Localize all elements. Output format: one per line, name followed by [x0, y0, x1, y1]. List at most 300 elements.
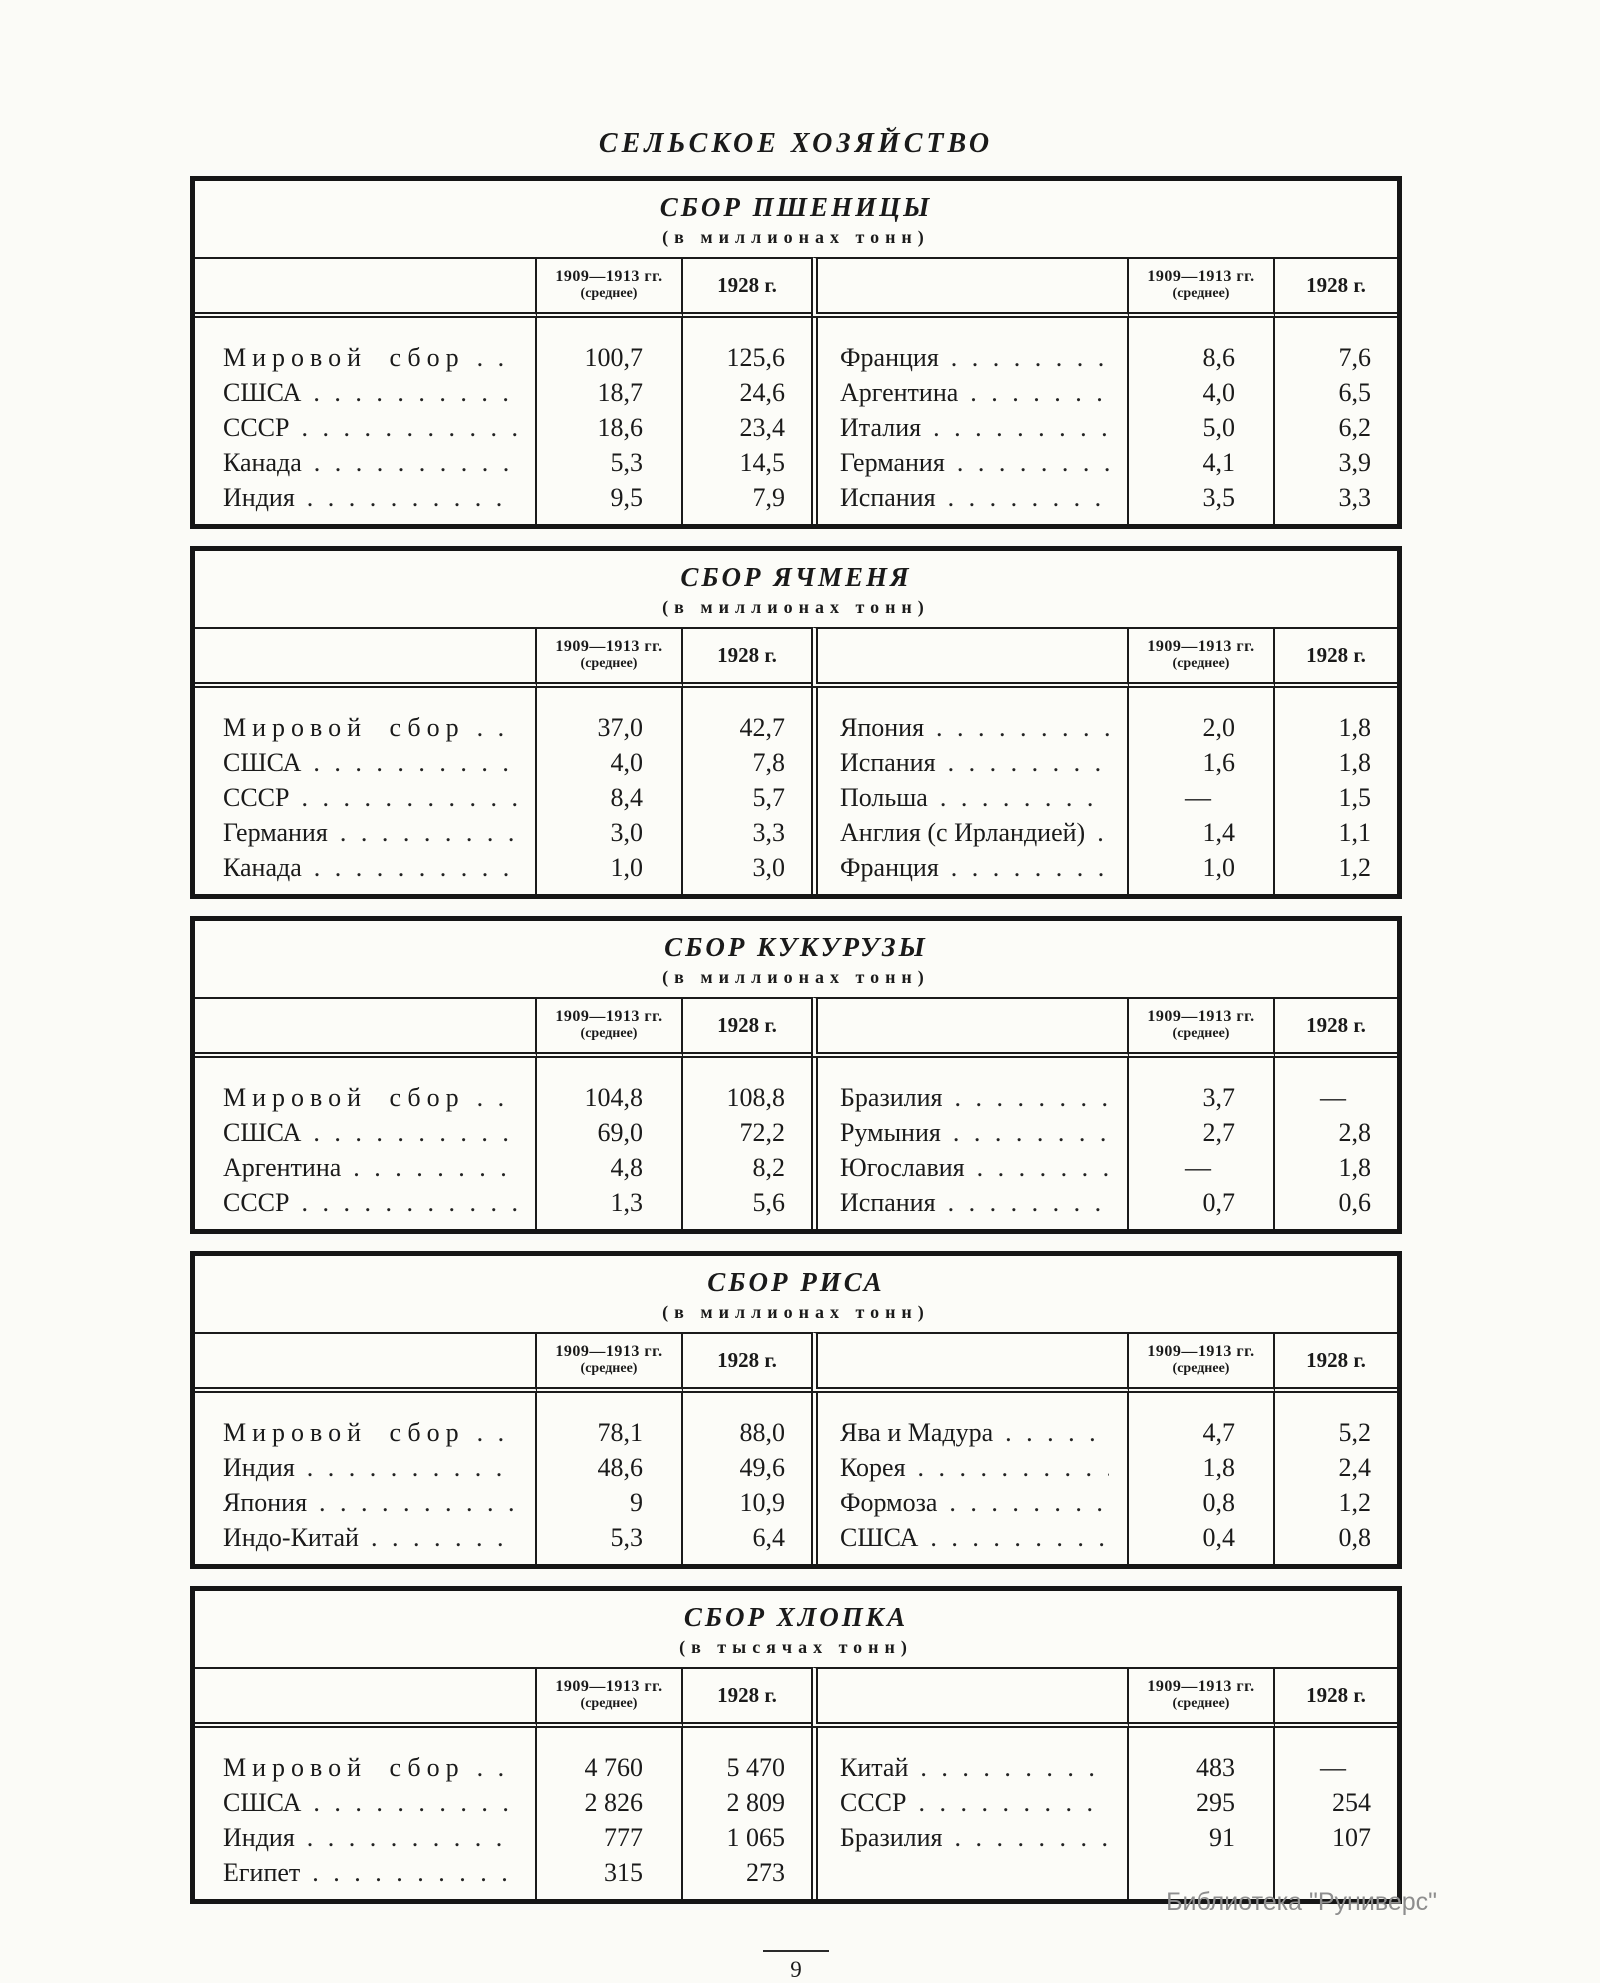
value-1928: 254 [1332, 1788, 1371, 1817]
value-1909-1913: 4,0 [537, 745, 683, 780]
dot-leader [340, 815, 517, 850]
value-1909-1913: 8,4 [537, 780, 683, 815]
country-name: Франция [840, 343, 939, 372]
country-name: Формоза [840, 1488, 938, 1517]
row-label [811, 1485, 1129, 1520]
col-year: 1928 г. [683, 627, 811, 688]
table-subtitle: (в миллионах тонн) [662, 597, 930, 617]
country-name: Германия [223, 818, 328, 847]
row-label [811, 1728, 1129, 1785]
country-name: Испания [840, 748, 936, 777]
dot-leader [955, 1080, 1109, 1115]
tables-container [190, 176, 1402, 1904]
dot-leader [477, 1750, 517, 1785]
dot-leader [970, 375, 1109, 410]
row-label [195, 1115, 537, 1150]
row-label [195, 745, 537, 780]
table-row [195, 1728, 1397, 1785]
table-grid [195, 257, 1397, 524]
value-1909-1913: 4,8 [537, 1150, 683, 1185]
col-period [537, 997, 683, 1058]
dot-leader [313, 745, 517, 780]
col-period-line1: 1909—1913 гг. [1147, 1343, 1255, 1360]
value-1909-1913: 3,0 [537, 815, 683, 850]
table-title: СБОР ЯЧМЕНЯ [680, 562, 912, 592]
country-name: Румыния [840, 1118, 941, 1147]
row-label [811, 1520, 1129, 1564]
country-name: СССР [223, 783, 290, 812]
country-name: Франция [840, 853, 939, 882]
country-name: Испания [840, 483, 936, 512]
country-name: СШСА [223, 378, 302, 407]
value-1909-1913: 37,0 [537, 688, 683, 745]
row-label [195, 1150, 537, 1185]
value-1928: 5,6 [752, 1188, 785, 1217]
value-1928: 125,6 [726, 343, 785, 372]
header-empty-cell [195, 1332, 537, 1393]
value-1928: 6,2 [1338, 413, 1371, 442]
table-title: СБОР РИСА [707, 1267, 885, 1297]
country-name: Германия [840, 448, 945, 477]
col-year: 1928 г. [683, 1667, 811, 1728]
country-name: СССР [223, 1188, 290, 1217]
value-1928: 2,8 [1338, 1118, 1371, 1147]
value-1909-1913: 104,8 [537, 1058, 683, 1115]
country-name: Индия [223, 483, 295, 512]
value-1928: 5,2 [1338, 1418, 1371, 1447]
col-period-line1: 1909—1913 гг. [1147, 1008, 1255, 1025]
value-1928: 0,8 [1338, 1523, 1371, 1552]
col-period [537, 1667, 683, 1728]
dot-leader [953, 1115, 1109, 1150]
value-1909-1913: 3,7 [1129, 1058, 1275, 1115]
col-period-line2: (среднее) [580, 1696, 638, 1711]
page-title: СЕЛЬСКОЕ ХОЗЯЙСТВО [598, 128, 994, 159]
row-label [811, 445, 1129, 480]
value-1909-1913: 1,4 [1129, 815, 1275, 850]
value-1928: 5,7 [752, 783, 785, 812]
dot-leader [307, 480, 517, 515]
page-footer [190, 1950, 1402, 1983]
dot-leader [307, 1450, 517, 1485]
value-1928: — [1320, 1083, 1346, 1112]
row-label [195, 1393, 537, 1450]
value-1909-1913: 2,0 [1129, 688, 1275, 745]
value-1928: 7,8 [752, 748, 785, 777]
value-1909-1913: 100,7 [537, 318, 683, 375]
col-period-line1: 1909—1913 гг. [555, 1343, 663, 1360]
country-name: СССР [223, 413, 290, 442]
value-1909-1913: 4 760 [537, 1728, 683, 1785]
row-label [195, 815, 537, 850]
row-label [811, 1150, 1129, 1185]
table-row [195, 1785, 1397, 1820]
row-label [811, 1115, 1129, 1150]
header-row [195, 1332, 1397, 1393]
table-body [195, 1058, 1397, 1229]
col-period-line1: 1909—1913 гг. [555, 638, 663, 655]
dot-leader [302, 1185, 518, 1220]
table-row [195, 1393, 1397, 1450]
dot-leader [951, 340, 1109, 375]
dot-leader [920, 1750, 1109, 1785]
row-label [195, 480, 537, 524]
dot-leader [314, 850, 517, 885]
table-subtitle: (в миллионах тонн) [662, 227, 930, 247]
col-period-line2: (среднее) [580, 656, 638, 671]
value-1909-1913: 18,6 [537, 410, 683, 445]
country-name: Мировой сбор [223, 343, 465, 372]
row-label [811, 1855, 1129, 1899]
country-name: Китай [840, 1753, 909, 1782]
header-row [195, 997, 1397, 1058]
dot-leader [957, 445, 1109, 480]
country-name: Аргентина [840, 378, 959, 407]
table-title: СБОР КУКУРУЗЫ [664, 932, 928, 962]
table-row [195, 815, 1397, 850]
value-1909-1913: 4,1 [1129, 445, 1275, 480]
country-name: Канада [223, 448, 302, 477]
header-empty-cell [811, 1332, 1129, 1393]
row-label [811, 1785, 1129, 1820]
col-period [537, 627, 683, 688]
value-1909-1913: 2 826 [537, 1785, 683, 1820]
col-year: 1928 г. [1275, 1332, 1397, 1393]
header-row [195, 1667, 1397, 1728]
value-1909-1913: 315 [537, 1855, 683, 1899]
dot-leader [302, 410, 518, 445]
value-1909-1913: 48,6 [537, 1450, 683, 1485]
value-1909-1913: 5,3 [537, 1520, 683, 1564]
table-body [195, 318, 1397, 524]
table-row [195, 1520, 1397, 1564]
dot-leader [1005, 1415, 1109, 1450]
value-1909-1913: 91 [1129, 1820, 1275, 1855]
col-period-line2: (среднее) [1172, 286, 1230, 301]
header-empty-cell [811, 627, 1129, 688]
country-name: Канада [223, 853, 302, 882]
dot-leader [313, 1115, 517, 1150]
dot-leader [313, 375, 517, 410]
row-label [811, 375, 1129, 410]
country-name: СШСА [223, 748, 302, 777]
country-name: Мировой сбор [223, 1753, 465, 1782]
row-label [811, 480, 1129, 524]
value-1909-1913: 9 [537, 1485, 683, 1520]
value-1928: 14,5 [739, 448, 785, 477]
value-1928: 1,2 [1338, 853, 1371, 882]
value-1928: 8,2 [752, 1153, 785, 1182]
dot-leader [949, 1485, 1109, 1520]
value-1928: 88,0 [739, 1418, 785, 1447]
dot-leader [353, 1150, 517, 1185]
value-1928: 1,8 [1338, 1153, 1371, 1182]
row-label [195, 688, 537, 745]
table-grid [195, 627, 1397, 894]
dot-leader [940, 780, 1109, 815]
value-1909-1913: 1,8 [1129, 1450, 1275, 1485]
header-empty-cell [195, 257, 537, 318]
table-row [195, 1450, 1397, 1485]
col-year: 1928 г. [1275, 257, 1397, 318]
table-row [195, 1150, 1397, 1185]
dot-leader [314, 445, 517, 480]
row-label [811, 780, 1129, 815]
value-1928: 23,4 [739, 413, 785, 442]
table-grid [195, 997, 1397, 1229]
table-grid [195, 1667, 1397, 1899]
dot-leader [312, 1855, 517, 1890]
dot-leader [919, 1785, 1110, 1820]
stat-table [190, 916, 1402, 1234]
table-row [195, 375, 1397, 410]
country-name: Япония [840, 713, 925, 742]
table-title: СБОР ПШЕНИЦЫ [659, 192, 933, 222]
row-label [811, 688, 1129, 745]
country-name: Югославия [840, 1153, 965, 1182]
country-name: Италия [840, 413, 922, 442]
value-1909-1913: 0,8 [1129, 1485, 1275, 1520]
value-1909-1913: — [1129, 1150, 1275, 1185]
col-period-line2: (среднее) [580, 1026, 638, 1041]
row-label [811, 815, 1129, 850]
stat-table [190, 176, 1402, 529]
row-label [811, 1450, 1129, 1485]
col-period [537, 257, 683, 318]
value-1909-1913: 1,0 [537, 850, 683, 894]
col-period [537, 1332, 683, 1393]
value-1928: — [1320, 1753, 1346, 1782]
col-period-line2: (среднее) [1172, 1696, 1230, 1711]
country-name: Мировой сбор [223, 713, 465, 742]
col-year: 1928 г. [683, 257, 811, 318]
col-period [1129, 627, 1275, 688]
value-1928: 72,2 [739, 1118, 785, 1147]
col-period [1129, 1332, 1275, 1393]
value-1909-1913: 3,5 [1129, 480, 1275, 524]
dot-leader [948, 1185, 1109, 1220]
table-row [195, 1185, 1397, 1229]
header-empty-cell [195, 997, 537, 1058]
col-period-line2: (среднее) [580, 1361, 638, 1376]
row-label [195, 1820, 537, 1855]
dot-leader [477, 710, 517, 745]
value-1928: 1,8 [1338, 748, 1371, 777]
row-label [195, 1185, 537, 1229]
col-period-line2: (среднее) [1172, 1361, 1230, 1376]
country-name: СШСА [223, 1118, 302, 1147]
value-1928: 0,6 [1338, 1188, 1371, 1217]
table-body [195, 1728, 1397, 1899]
col-period-line2: (среднее) [580, 286, 638, 301]
value-1909-1913: 295 [1129, 1785, 1275, 1820]
country-name: Мировой сбор [223, 1418, 465, 1447]
row-label [195, 318, 537, 375]
value-1909-1913: 9,5 [537, 480, 683, 524]
row-label [195, 1785, 537, 1820]
value-1909-1913: 5,0 [1129, 410, 1275, 445]
value-1909-1913: 1,0 [1129, 850, 1275, 894]
dot-leader [977, 1150, 1109, 1185]
row-label [195, 850, 537, 894]
value-1928: 2 809 [726, 1788, 785, 1817]
col-period [1129, 1667, 1275, 1728]
dot-leader [930, 1520, 1109, 1555]
country-name: СССР [840, 1788, 907, 1817]
page-number: 9 [790, 1957, 802, 1982]
table-row [195, 1058, 1397, 1115]
col-period [1129, 997, 1275, 1058]
value-1928: 108,8 [726, 1083, 785, 1112]
value-1928: 273 [746, 1858, 785, 1887]
value-1909-1913: 1,6 [1129, 745, 1275, 780]
value-1928: 1,5 [1338, 783, 1371, 812]
page-number-rule [763, 1950, 829, 1952]
row-label [811, 850, 1129, 894]
dot-leader [477, 340, 517, 375]
value-1928: 5 470 [726, 1753, 785, 1782]
value-1928: 3,3 [752, 818, 785, 847]
row-label [811, 1820, 1129, 1855]
country-name: Ява и Мадура [840, 1418, 994, 1447]
row-label [811, 1185, 1129, 1229]
header-empty-cell [195, 1667, 537, 1728]
value-1909-1913: 8,6 [1129, 318, 1275, 375]
value-1909-1913: 1,3 [537, 1185, 683, 1229]
watermark: Библиотека "Руниверс" [1166, 1888, 1437, 1916]
dot-leader [371, 1520, 517, 1555]
row-label [811, 745, 1129, 780]
value-1928: 42,7 [739, 713, 785, 742]
value-1928: 6,4 [752, 1523, 785, 1552]
country-name: Аргентина [223, 1153, 342, 1182]
value-1909-1913: 18,7 [537, 375, 683, 410]
dot-leader [477, 1080, 517, 1115]
row-label [811, 410, 1129, 445]
header-empty-cell [811, 257, 1129, 318]
value-1909-1913: 777 [537, 1820, 683, 1855]
row-label [195, 445, 537, 480]
dot-leader [319, 1485, 517, 1520]
value-1928: 107 [1332, 1823, 1371, 1852]
country-name: Бразилия [840, 1823, 943, 1852]
table-subtitle: (в тысячах тонн) [679, 1637, 913, 1657]
table-body [195, 688, 1397, 894]
dot-leader [918, 1450, 1109, 1485]
col-period-line1: 1909—1913 гг. [1147, 638, 1255, 655]
value-1928: 1 065 [726, 1823, 785, 1852]
country-name: Бразилия [840, 1083, 943, 1112]
value-1928: 24,6 [739, 378, 785, 407]
document-page [190, 0, 1402, 1983]
dot-leader [948, 745, 1109, 780]
col-period-line1: 1909—1913 гг. [555, 268, 663, 285]
row-label [195, 1485, 537, 1520]
col-year: 1928 г. [1275, 997, 1397, 1058]
table-row [195, 445, 1397, 480]
row-label [811, 1058, 1129, 1115]
stat-table [190, 1586, 1402, 1904]
col-year: 1928 г. [1275, 627, 1397, 688]
value-1928: 2,4 [1338, 1453, 1371, 1482]
dot-leader [948, 480, 1109, 515]
value-1928: 49,6 [739, 1453, 785, 1482]
country-name: Египет [223, 1858, 301, 1887]
country-name: Мировой сбор [223, 1083, 465, 1112]
value-1928: 6,5 [1338, 378, 1371, 407]
header-row [195, 257, 1397, 318]
country-name: Индия [223, 1453, 295, 1482]
value-1909-1913: 78,1 [537, 1393, 683, 1450]
table-row [195, 745, 1397, 780]
value-1909-1913: 4,7 [1129, 1393, 1275, 1450]
row-label [195, 1450, 537, 1485]
dot-leader [955, 1820, 1109, 1855]
row-label [195, 1520, 537, 1564]
table-row [195, 1115, 1397, 1150]
table-row [195, 480, 1397, 524]
col-period-line1: 1909—1913 гг. [1147, 268, 1255, 285]
dot-leader [307, 1820, 517, 1855]
col-period-line1: 1909—1913 гг. [1147, 1678, 1255, 1695]
dot-leader [936, 710, 1109, 745]
value-1909-1913: 0,7 [1129, 1185, 1275, 1229]
table-row [195, 780, 1397, 815]
table-row [195, 1485, 1397, 1520]
header-empty-cell [195, 627, 537, 688]
table-grid [195, 1332, 1397, 1564]
header-row [195, 627, 1397, 688]
col-year: 1928 г. [683, 997, 811, 1058]
row-label [811, 1393, 1129, 1450]
country-name: Индия [223, 1823, 295, 1852]
value-1909-1913: 483 [1129, 1728, 1275, 1785]
value-1909-1913: 4,0 [1129, 375, 1275, 410]
dot-leader [313, 1785, 517, 1820]
table-body [195, 1393, 1397, 1564]
country-name: Англия (с Ирландией) [840, 818, 1086, 847]
stat-table [190, 1251, 1402, 1569]
value-1928: 1,1 [1338, 818, 1371, 847]
dot-leader [933, 410, 1109, 445]
value-1928: 1,2 [1338, 1488, 1371, 1517]
table-row [195, 850, 1397, 894]
country-name: Корея [840, 1453, 906, 1482]
value-1909-1913: 0,4 [1129, 1520, 1275, 1564]
table-subtitle: (в миллионах тонн) [662, 1302, 930, 1322]
dot-leader [1097, 815, 1109, 850]
row-label [195, 1728, 537, 1785]
col-period-line2: (среднее) [1172, 1026, 1230, 1041]
value-1928: 3,3 [1338, 483, 1371, 512]
dot-leader [477, 1415, 517, 1450]
row-label [195, 375, 537, 410]
table-row [195, 410, 1397, 445]
table-row [195, 318, 1397, 375]
row-label [195, 410, 537, 445]
value-1928: 7,6 [1338, 343, 1371, 372]
header-empty-cell [811, 1667, 1129, 1728]
col-year: 1928 г. [683, 1332, 811, 1393]
value-1909-1913: 69,0 [537, 1115, 683, 1150]
col-year: 1928 г. [1275, 1667, 1397, 1728]
table-row [195, 688, 1397, 745]
country-name: Испания [840, 1188, 936, 1217]
value-1928: 1,8 [1338, 713, 1371, 742]
table-subtitle: (в миллионах тонн) [662, 967, 930, 987]
value-1928: 3,0 [752, 853, 785, 882]
stat-table [190, 546, 1402, 899]
